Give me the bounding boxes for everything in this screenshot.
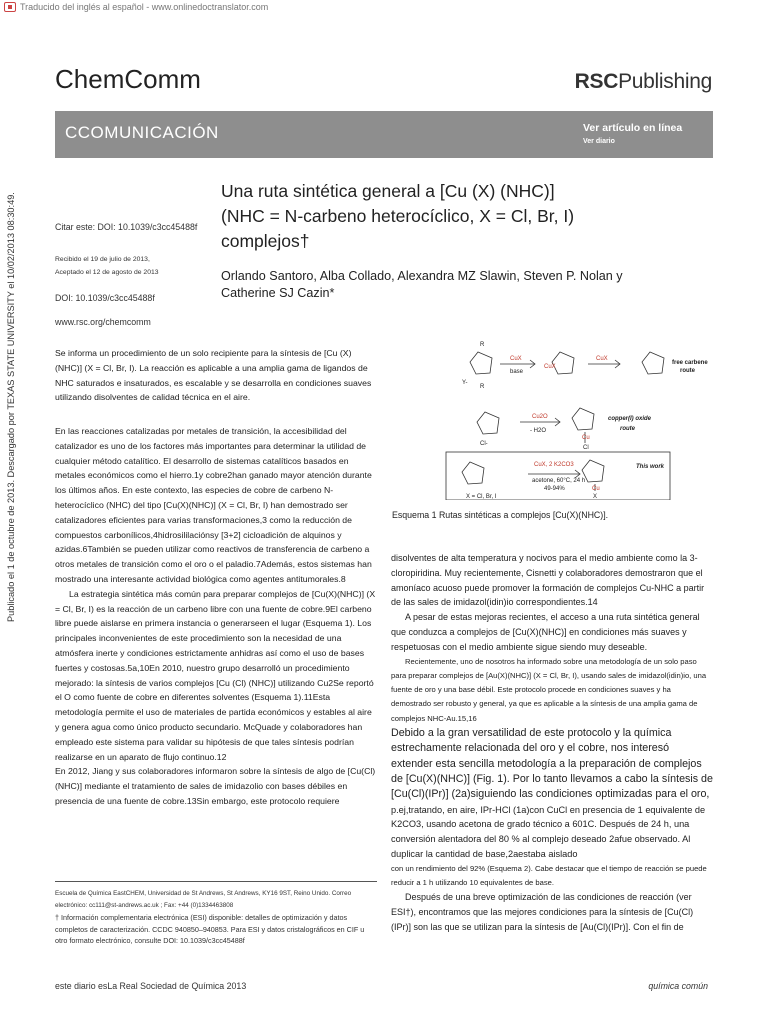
scheme-1-drawing	[440, 340, 710, 500]
publisher-logo	[575, 70, 712, 94]
translator-text[interactable]: Traducido del inglés al español - www.onlinedoctranslator.com	[20, 1, 269, 12]
cite-this: Citar este: DOI: 10.1039/c3cc45488f	[55, 222, 198, 232]
scheme-label: - H2O	[530, 428, 547, 434]
scheme-label: Cu	[582, 435, 590, 441]
scheme-label: R	[480, 384, 485, 390]
paragraph: A pesar de estas mejoras recientes, el acceso a una ruta sintética general que conduzca a complejos de [Cu(X)(NHC)] en condiciones más suaves y respetuosas con el medio ambiente sigue siendo muy deseable.	[391, 612, 700, 652]
paragraph: p.ej,tratando, en aire, IPr-HCl (1a)con CuCl en presencia de 1 equivalente de K2CO3, usando acetona de grado técnico a 601C. Después de 24 h, una conversión alentadora del 80 % al complejo deseado 2afue observado. Al duplicar la cantidad de base,2aestaba aislado	[391, 804, 706, 859]
paragraph: Recientemente, uno de nosotros ha informado sobre una metodología de un solo paso para preparar complejos de [Au(X)(NHC)] (X = Cl, Br, I), usando sales de imidazol(idin)io, una fuente de oro y una base débil. Este protocolo procede en condiciones suaves y ha demostrado ser robusto y general, ya que es aplicable a la síntesis de una amplia gama de complejos NHC-Au.15,16	[391, 656, 707, 723]
scheme-label: route	[620, 426, 635, 432]
scheme-label: free carbene	[672, 360, 708, 366]
right-column	[391, 551, 713, 935]
authors-line: Catherine SJ Cazin*	[221, 285, 335, 300]
paragraph: Después de una breve optimización de las condiciones de reacción (ver ESI†), encontramos que las mejores condiciones para la síntesis de [Cu(Cl)(IPr)] son las que se utilizan para la síntesis de [Au(Cl)(IPr)]. Con el fin de	[391, 892, 694, 932]
footnote-rule	[55, 881, 377, 882]
scheme-label: copper(I) oxide	[608, 416, 652, 422]
paragraph: con un rendimiento del 92% (Esquema 2). Cabe destacar que el tiempo de reacción se puede reducir a 1 h utilizando 10 equivalentes de base.	[391, 863, 707, 888]
article-title	[221, 179, 701, 254]
scheme-label: R	[480, 342, 485, 348]
scheme-label: CuX, 2 K2CO3	[534, 462, 574, 468]
doi[interactable]: DOI: 10.1039/c3cc45488f	[55, 293, 155, 303]
footnote-esi: † Información complementaria electrónica (ESI) disponible: detalles de optimización y datos completos de caracterización. CCDC 940850–940853. Para ESI y datos cristalográficos en CIF u otro formato electrónico, consulte DOI: 10.1039/c3cc45488f	[55, 913, 365, 945]
scheme-caption: Esquema 1 Rutas sintéticas a complejos [Cu(X)(NHC)].	[392, 510, 609, 520]
received-date: Recibido el 19 de julio de 2013,	[55, 256, 150, 263]
journal-name: ChemComm	[55, 64, 201, 94]
view-journal-link[interactable]: Ver diario	[583, 138, 615, 145]
paragraph: disolventes de alta temperatura y nocivos para el medio ambiente como la 3-cloropiridina. Muy recientemente, Cisnetti y colaboradores demostraron que el amoníaco acuoso puede promover la formación de complejos Cu-NHC a partir de las sales de imidazol(idin)io correspondientes.14	[391, 553, 705, 608]
publisher-bold: RSC	[574, 70, 619, 93]
left-column	[55, 424, 377, 809]
scheme-label: 49-94%	[544, 486, 565, 492]
title-line: Una ruta sintética general a [Cu (X) (NHC)]	[221, 181, 555, 201]
footnotes	[55, 888, 377, 947]
journal-url[interactable]: www.rsc.org/chemcomm	[55, 317, 151, 327]
scheme-label: X = Cl, Br, I	[466, 494, 497, 500]
scheme-label: CuX	[510, 356, 522, 362]
article-type: CCOMUNICACIÓN	[65, 123, 219, 142]
abstract	[55, 346, 377, 405]
title-line: complejos†	[221, 231, 310, 251]
article-type-banner	[55, 111, 713, 158]
footnote-affiliation: Escuela de Química EastCHEM, Universidad de St Andrews, St Andrews, KY16 9ST, Reino Unido. Correo electrónico: cc111@st-andrews.ac.uk ; Fax: +44 (0)1334463808	[55, 890, 352, 909]
scheme-label: Cl	[583, 445, 589, 451]
authors-line: Orlando Santoro, Alba Collado, Alexandra MZ Slawin, Steven P. Nolan y	[221, 269, 623, 283]
footer-journal: química común	[648, 981, 708, 991]
scheme-label: CuX	[544, 364, 556, 370]
paragraph: En las reacciones catalizadas por metales de transición, la accesibilidad del catalizador es uno de los factores más importantes para determinar la utilidad de cualquier método catalítico. El desarrollo de sistemas catalíticos basados en metales económicos como el hierro.1y cobre2han ganado mayor atención durante los últimos años. En este contexto, las especies de cobre de carbeno N-heterocíclico (NHC) del tipo [Cu(X)(NHC)] (X = Cl, Br, I) han demostrado ser catalizadores eficientes para varias transformaciones,3 como la reducción de compuestos carbonílicos,4hidrosililaciónsy [3+2] cicloadición de alquinos y azidas.6También se pueden utilizar como reactivos de transferencia de carbeno a otros metales de transición como el oro o el paladio.7Además, estos sistemas han mostrado una interesante actividad biológica como agentes antitumorales.8	[55, 426, 372, 584]
title-line: (NHC = N-carbeno heterocíclico, X = Cl, Br, I)	[221, 206, 575, 226]
translator-logo-icon	[4, 2, 16, 12]
paragraph: Debido a la gran versatilidad de este protocolo y la química estrechamente relacionada del oro y el cobre, nos interesó extender esta sencilla metodología a la preparación de complejos de [Cu(X)(NHC)] (Fig. 1). Por lo tanto llevamos a cabo la síntesis de [Cu(Cl)(IPr)] (2a)siguiendo las condiciones optimizadas para el oro,	[391, 727, 713, 801]
scheme-label: Y-	[462, 380, 468, 386]
scheme-label: route	[680, 368, 695, 374]
scheme-label: Cu	[592, 486, 600, 492]
scheme-label: acetone, 60°C, 24 h	[532, 478, 586, 484]
scheme-label: X	[593, 494, 598, 500]
scheme-label: CuX	[596, 356, 608, 362]
publisher-rest: Publishing	[618, 70, 712, 93]
author-list	[221, 268, 701, 301]
scheme-label: This work	[636, 464, 665, 470]
side-note	[5, 190, 17, 622]
scheme-1	[440, 340, 710, 500]
footer-copyright: este diario esLa Real Sociedad de Química 2013	[55, 981, 247, 991]
scheme-label: base	[510, 369, 524, 375]
scheme-label: Cl-	[480, 441, 488, 447]
abstract-text: Se informa un procedimiento de un solo recipiente para la síntesis de [Cu (X) (NHC)] (X = Cl, Br, I). La reacción es aplicable a una amplia gama de ligandos de NHC saturados e insaturados, es escalable y se desarrolla en condiciones suaves utilizando disolventes de calidad técnica en el aire.	[55, 348, 372, 403]
paragraph: En 2012, Jiang y sus colaboradores informaron sobre la síntesis de algo de [Cu(Cl)(NHC)] mediante el tratamiento de sales de imidazolio con bases débiles en presencia de una fuente de cobre.13Sin embargo, este protocolo requiere	[55, 766, 376, 806]
view-online-link[interactable]: Ver artículo en línea	[583, 122, 683, 134]
translator-banner[interactable]	[4, 0, 268, 13]
paragraph: La estrategia sintética más común para preparar complejos de [Cu(X)(NHC)] (X = Cl, Br, I) es la reacción de un carbeno libre con una fuente de cobre.9El carbeno libre puede aislarse en primera instancia o generarseen el lugar (Esquema 1). Los principales inconvenientes de este procedimiento son la necesidad de una atmósfera inerte y condiciones estrictamente anhidras así como el uso de bases fuertes y costosas.5a,10En 2010, nuestro grupo desarrolló un procedimiento mejorado: la síntesis de varios complejos [Cu (Cl) (NHC)] utilizando Cu2Se reportó el O como fuente de cobre en diferentes solventes (Esquema 1).11Esta metodología permite el uso de materiales de partida económicos y estables al aire y genera agua como único producto secundario. McQuade y colaboradores han empleado este sistema para validar su hipótesis de que tales síntesis podrían realizarse en un aparato de flujo continuo.12	[55, 588, 376, 762]
side-note-text: Publicado el 1 de octubre de 2013. Descargado por TEXAS STATE UNIVERSITY el 10/02/2013 08:30:49.	[6, 192, 16, 622]
accepted-date: Aceptado el 12 de agosto de 2013	[55, 269, 159, 276]
scheme-label: Cu2O	[532, 414, 548, 420]
